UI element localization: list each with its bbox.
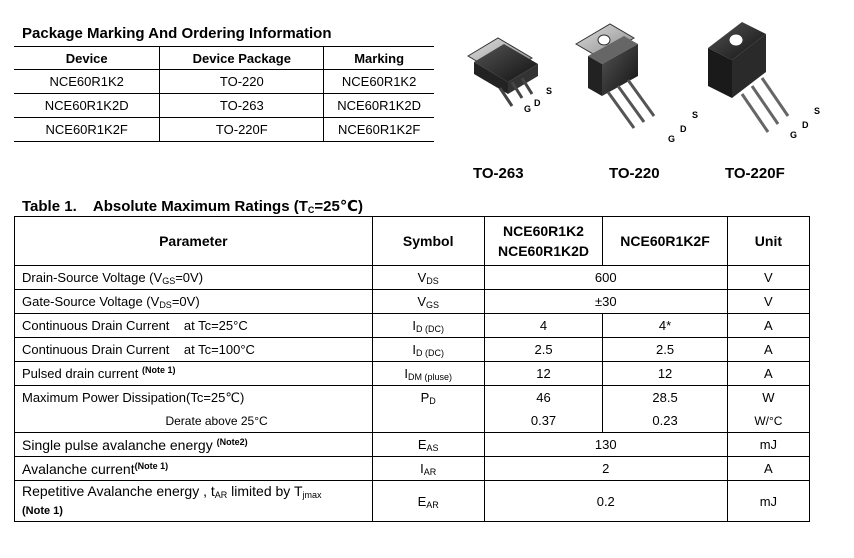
value-cell-2: 2.5 [603,338,727,362]
package-illustrations [460,14,850,154]
symbol-sub: D [429,396,436,406]
to220f-pin-s: S [814,106,821,116]
param-text: Repetitive Avalanche energy , t [22,483,215,499]
ordering-cell: TO-263 [160,94,324,118]
symbol-cell [372,409,484,433]
table-row [14,94,434,118]
ordering-cell: NCE60R1K2 [324,70,434,94]
symbol-sub: D (DC) [416,324,445,334]
param-cell [15,433,373,457]
table-row [14,118,434,142]
param-cell [15,290,373,314]
param-text-mid: limited by T [227,483,303,499]
symbol: I [412,318,417,333]
to220-pin-g: G [668,134,676,144]
ratings-title-sub: C [307,205,315,215]
ordering-header-device: Device [14,47,160,70]
ratings-header-row [15,217,810,266]
param-cell [15,481,373,522]
param-sub: GS [162,276,176,286]
param-text-end: =0V) [175,270,204,285]
symbol: I [404,366,408,381]
to263-package-icon [468,38,538,106]
param-condition: at Tc=100°C [183,342,255,357]
ordering-cell: NCE60R1K2F [324,118,434,142]
to263-pin-g: G [524,104,532,114]
ordering-cell: NCE60R1K2D [324,94,434,118]
param-text: Pulsed drain current [22,366,139,381]
symbol: E [417,493,427,509]
value-cell-2: 4* [603,314,727,338]
table-row [15,362,810,386]
header-device-1 [484,217,603,266]
symbol-cell [372,314,484,338]
to220-pin-d: D [680,124,687,134]
unit-cell: A [727,314,809,338]
param-sub: AR [214,490,228,500]
symbol-sub: AR [426,499,439,510]
symbol: V [417,294,427,309]
table-row [15,338,810,362]
to220-pin-s: S [692,110,699,120]
header-device-1-line2: NCE60R1K2D [498,243,590,259]
table-row [15,409,810,433]
param-text: Continuous Drain Current [22,318,170,333]
value-cell: 600 [484,266,727,290]
ordering-cell: TO-220F [160,118,324,142]
symbol: P [420,390,430,405]
symbol-sub: D (DC) [416,348,445,358]
param-text: Avalanche current [22,460,135,477]
param-cell [15,314,373,338]
symbol: E [417,437,427,452]
param-note: (Note 1) [141,365,176,375]
ordering-header-package: Device Package [160,47,324,70]
value-cell-1: 46 [484,386,603,410]
table-row [14,70,434,94]
ratings-title-main: Absolute Maximum Ratings (T [92,198,308,215]
to220f-pin-g: G [790,130,798,140]
header-unit: Unit [727,217,809,266]
param-text: Continuous Drain Current [22,342,170,357]
symbol-cell [372,362,484,386]
unit-cell: mJ [727,433,809,457]
package-label-to220f: TO-220F [725,165,785,182]
symbol-sub: DS [426,276,439,286]
symbol-cell [372,290,484,314]
table-row [15,266,810,290]
symbol-cell [372,386,484,410]
symbol-sub: DM (pluse) [408,372,453,382]
table-row [15,457,810,481]
param-sub: DS [159,300,172,310]
package-label-to263: TO-263 [473,165,524,182]
to263-pin-s: S [546,86,553,96]
unit-cell: W/°C [727,409,809,433]
ordering-title: Package Marking And Ordering Information [22,25,332,42]
unit-cell: A [727,457,809,481]
value-cell-1: 2.5 [484,338,603,362]
value-cell: ±30 [484,290,727,314]
param-condition: at Tc=25°C [183,318,248,333]
to220f-package-icon [708,22,788,132]
table-row [15,290,810,314]
symbol: V [417,270,427,285]
param-note: (Note 1) [22,505,63,517]
symbol: I [412,342,417,357]
table-row [15,481,810,522]
unit-cell: A [727,362,809,386]
value-cell-1: 0.37 [484,409,603,433]
ordering-cell: NCE60R1K2F [14,118,160,142]
value-cell: 130 [484,433,727,457]
symbol-sub: AR [423,467,437,477]
param-text: Gate-Source Voltage (V [22,294,160,309]
param-cell: Derate above 25°C [15,409,373,433]
unit-cell: mJ [727,481,809,522]
value-cell-2: 28.5 [603,386,727,410]
header-symbol: Symbol [372,217,484,266]
unit-cell: V [727,290,809,314]
symbol-sub: AS [426,443,439,453]
symbol-cell [372,338,484,362]
value-cell: 0.2 [484,481,727,522]
symbol: I [420,461,424,476]
to220-package-icon [576,24,654,128]
ratings-title-end: =25℃) [314,198,364,215]
param-text: Drain-Source Voltage (V [22,270,163,285]
unit-cell: W [727,386,809,410]
ratings-title-prefix: Table 1. [22,198,77,215]
header-parameter: Parameter [15,217,373,266]
ordering-table [14,46,434,142]
symbol-sub: GS [426,300,440,310]
param-note: (Note 1) [134,460,169,471]
value-cell-2: 0.23 [603,409,727,433]
ratings-table [14,216,810,522]
symbol-cell [372,433,484,457]
param-cell [15,457,373,481]
param-text-end: =0V) [171,294,200,309]
to220f-pin-d: D [802,120,809,130]
param-sub-2: jmax [302,490,322,500]
package-label-to220: TO-220 [609,165,660,182]
table-row [15,314,810,338]
param-text: Single pulse avalanche energy [22,436,213,453]
header-device-2: NCE60R1K2F [603,217,727,266]
symbol-cell [372,266,484,290]
param-cell [15,338,373,362]
param-cell [15,266,373,290]
value-cell: 2 [484,457,727,481]
to263-pin-d: D [534,98,541,108]
symbol-cell [372,481,484,522]
ordering-cell: TO-220 [160,70,324,94]
unit-cell: V [727,266,809,290]
header-device-1-line1: NCE60R1K2 [503,223,584,239]
value-cell-1: 12 [484,362,603,386]
param-note: (Note2) [216,436,248,447]
value-cell-1: 4 [484,314,603,338]
value-cell-2: 12 [603,362,727,386]
table-row [15,433,810,457]
ordering-header-row [14,47,434,70]
ordering-cell: NCE60R1K2 [14,70,160,94]
unit-cell: A [727,338,809,362]
ratings-title [22,197,363,215]
symbol-cell [372,457,484,481]
ordering-cell: NCE60R1K2D [14,94,160,118]
table-row [15,386,810,410]
param-cell: Maximum Power Dissipation(Tc=25℃) [15,386,373,410]
param-cell [15,362,373,386]
ordering-header-marking: Marking [324,47,434,70]
